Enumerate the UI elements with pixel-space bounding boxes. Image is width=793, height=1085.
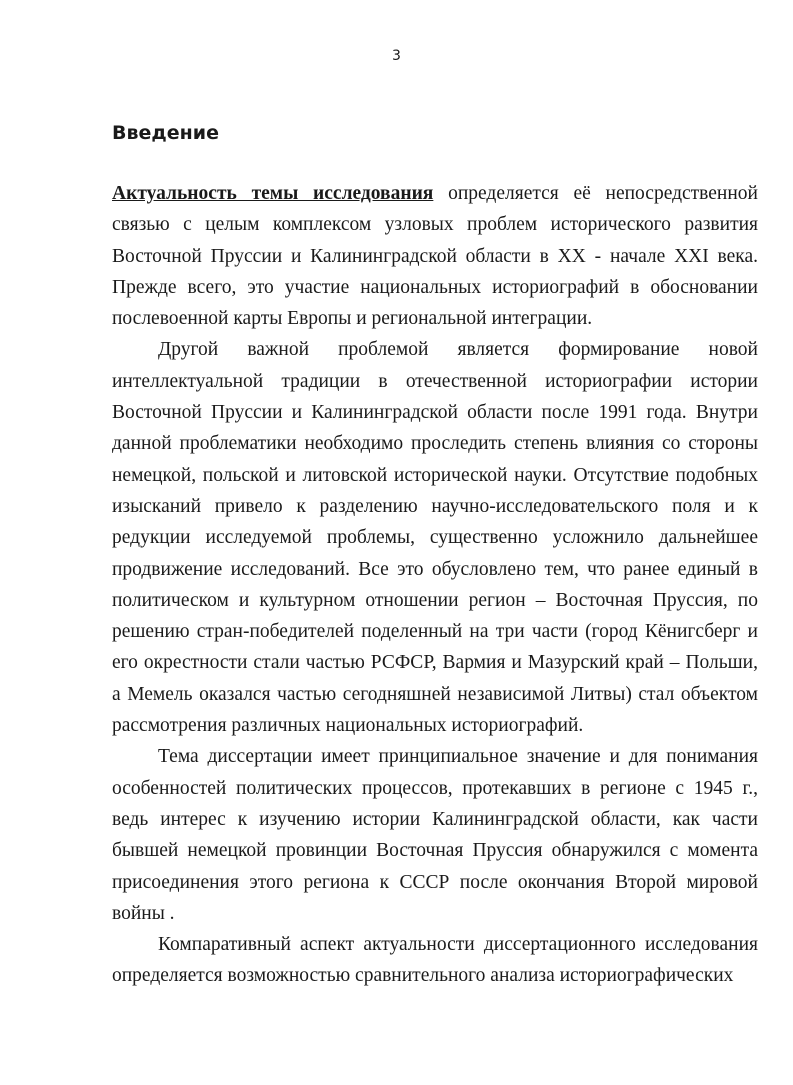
paragraph-text: Другой важной проблемой является формирование новой интеллектуальной традиции в отечественной историографии истории Восточной Пруссии и Калининградской области после 1991 года. Внутри данной проблематики необходимо проследить степень влияния со стороны немецкой, польской и литовской исторической науки. Отсутствие подобных изысканий привело к разделению научно-исследовательского поля и к редукции исследуемой проблемы, существенно усложнило дальнейшее продвижение исследований. Все это обусловлено тем, что ранее единый в политическом и культурном отношении регион – Восточная Пруссия, по решению стран-победителей поделенный на три части (город Кёнигсберг и его окрестности стали частью РСФСР, Вармия и Мазурский край – Польши, а Мемель оказался частью сегодняшней независимой Литвы) стал объектом рассмотрения различных национальных историографий. (112, 339, 758, 737)
paragraph-significance (112, 741, 758, 929)
paragraph-text: Компаративный аспект актуальности диссертационного исследования определяется возможностью сравнительного анализа историографических (112, 934, 758, 987)
paragraph-text: Тема диссертации имеет принципиальное значение и для понимания особенностей политических процессов, протекавших в регионе с 1945 г., ведь интерес к изучению истории Калининградской области, как части бывшей немецкой провинции Восточная Пруссия обнаружился с момента присоединения этого региона к СССР после окончания Второй мировой войны . (112, 746, 758, 924)
section-heading: Введение (112, 122, 219, 144)
relevance-lead: Актуальность темы исследования (112, 183, 434, 204)
paragraph-relevance (112, 178, 758, 334)
body-text (112, 178, 758, 992)
paragraph-text: определяется её непосредственной связью с целым комплексом узловых проблем исторического развития Восточной Пруссии и Калининградской области в XX - начале XXI века. Прежде всего, это участие национальных историографий в обосновании послевоенной карты Европы и региональной интеграции. (112, 183, 758, 330)
page-number: 3 (392, 48, 401, 64)
paragraph-problem (112, 334, 758, 741)
paragraph-comparative (112, 929, 758, 992)
